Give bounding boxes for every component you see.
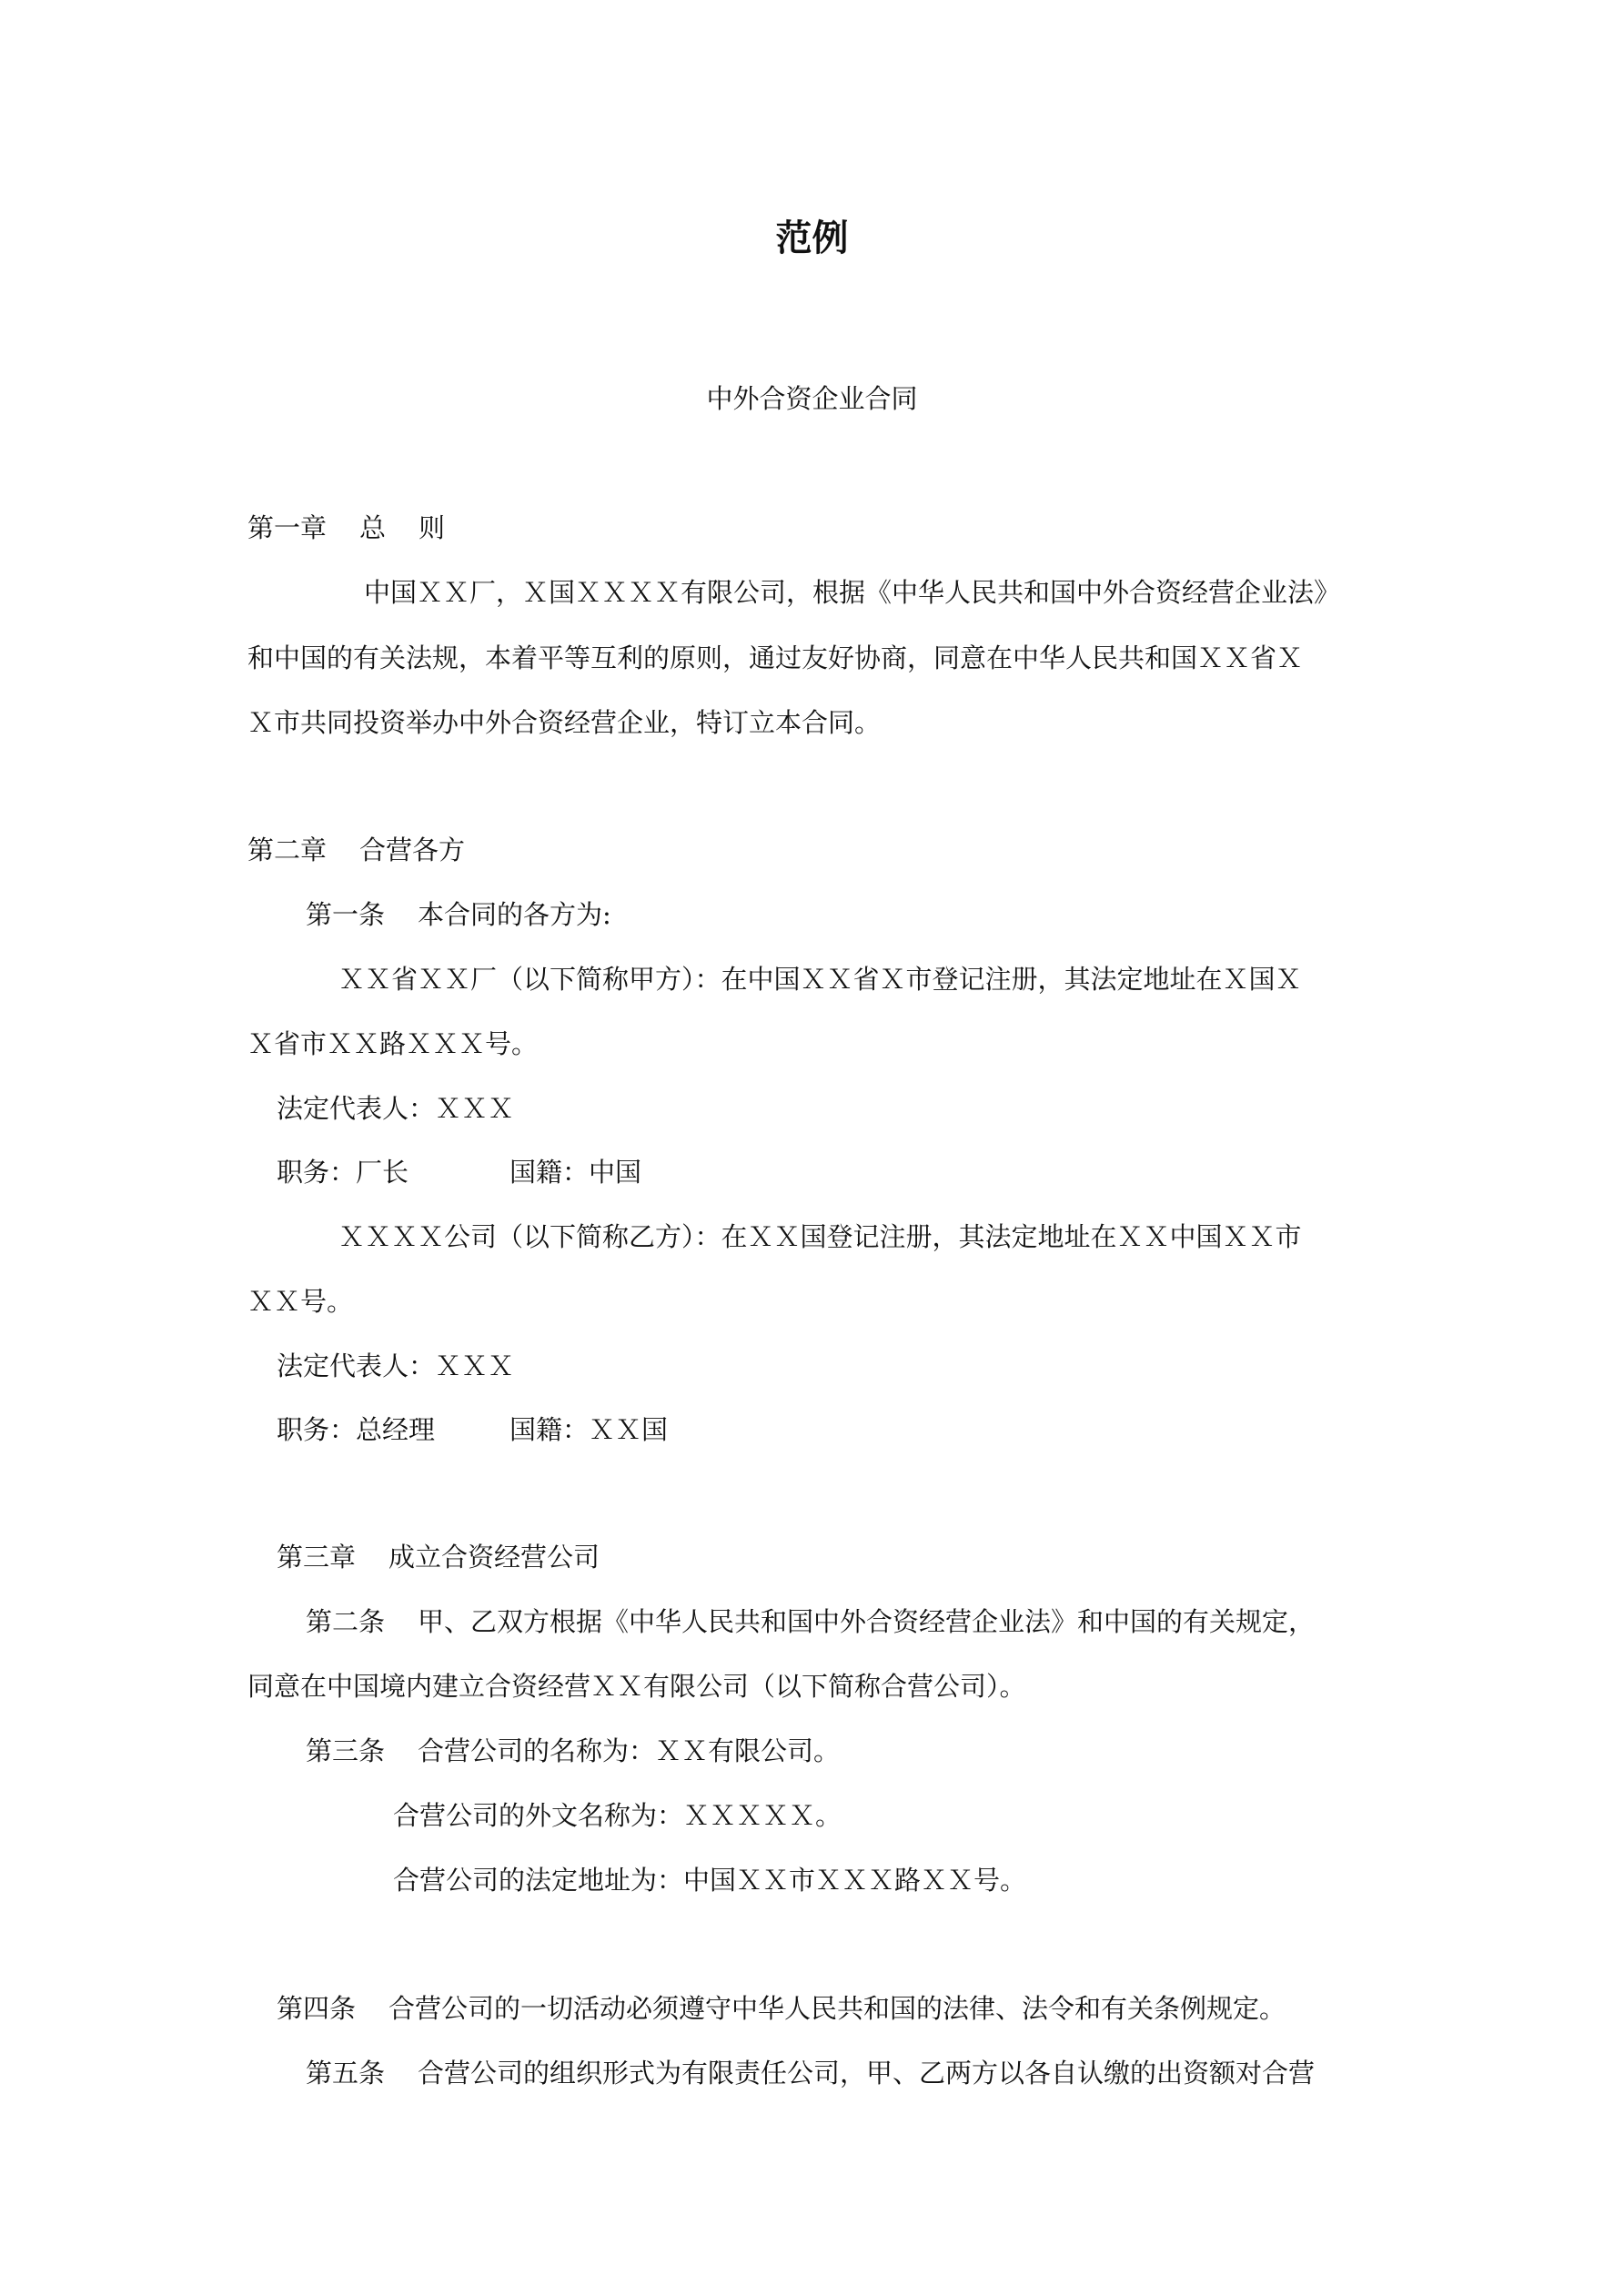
article-4 — [277, 1992, 1286, 2025]
chapter-3-name: 成立合资经营公司 — [388, 1542, 600, 1573]
chapter-2-number: 第二章 — [247, 834, 328, 865]
party-a-nationality: 国籍：中国 — [509, 1157, 642, 1188]
article-1 — [306, 898, 611, 931]
party-b-line-1: ＸＸＸＸ公司（以下简称乙方）：在ＸＸ国登记注册，其法定地址在ＸＸ中国ＸＸ市 — [338, 1221, 1302, 1252]
article-1-text: 本合同的各方为: — [418, 899, 611, 930]
chapter-3-heading — [277, 1541, 600, 1573]
chapter-3-number: 第三章 — [277, 1542, 357, 1573]
article-5-text: 合营公司的组织形式为有限责任公司，甲、乙两方以各自认缴的出资额对合营 — [418, 2058, 1316, 2089]
party-b-representative: 法定代表人：ＸＸＸ — [277, 1350, 515, 1381]
chapter-2-name: 合营各方 — [359, 834, 466, 865]
article-2-text: 甲、乙双方根据《中华人民共和国中外合资经营企业法》和中国的有关规定， — [418, 1606, 1316, 1637]
party-b-nationality: 国籍：ＸＸ国 — [509, 1414, 669, 1445]
article-4-text: 合营公司的一切活动必须遵守中华人民共和国的法律、法令和有关条例规定。 — [388, 1993, 1286, 2024]
article-4-number: 第四条 — [277, 1993, 357, 2024]
party-a-position: 职务：厂长 — [277, 1157, 409, 1188]
article-3-line-3: 合营公司的法定地址为：中国ＸＸ市ＸＸＸ路ＸＸ号。 — [393, 1865, 1027, 1896]
party-a-representative: 法定代表人：ＸＸＸ — [277, 1093, 515, 1124]
party-b-position: 职务：总经理 — [277, 1414, 436, 1445]
article-5 — [306, 2057, 1315, 2089]
preamble-line-2: 和中国的有关法规，本着平等互利的原则，通过友好协商，同意在中华人民共和国ＸＸ省Ｘ — [247, 642, 1304, 673]
article-3-number: 第三条 — [306, 1735, 386, 1766]
chapter-2-heading — [247, 834, 465, 866]
article-1-number: 第一条 — [306, 899, 386, 930]
chapter-1-name-2: 则 — [419, 512, 446, 543]
preamble-line-3: Ｘ市共同投资举办中外合资经营企业，特订立本合同。 — [247, 707, 882, 738]
party-b-line-2: ＸＸ号。 — [247, 1286, 354, 1317]
chapter-1-name: 总 — [359, 512, 387, 543]
article-5-number: 第五条 — [306, 2058, 386, 2089]
preamble-line-1: 中国ＸＸ厂，Ｘ国ＸＸＸＸ有限公司，根据《中华人民共和国中外合资经营企业法》 — [364, 577, 1341, 608]
article-2-line-2: 同意在中国境内建立合资经营ＸＸ有限公司（以下简称合营公司）。 — [247, 1671, 1026, 1702]
article-3-text: 合营公司的名称为：ＸＸ有限公司。 — [418, 1735, 841, 1766]
article-2-line-1 — [306, 1605, 1315, 1638]
party-a-line-2: Ｘ省市ＸＸ路ＸＸＸ号。 — [247, 1028, 539, 1059]
party-b-position-row — [277, 1413, 668, 1446]
article-2-number: 第二条 — [306, 1606, 386, 1637]
party-a-position-row — [277, 1156, 641, 1188]
chapter-1-heading — [247, 511, 445, 544]
party-a-line-1: ＸＸ省ＸＸ厂（以下简称甲方）：在中国ＸＸ省Ｘ市登记注册，其法定地址在Ｘ国Ｘ — [338, 964, 1302, 995]
contract-title: 中外合资企业合同 — [706, 383, 918, 414]
chapter-1-number: 第一章 — [247, 512, 328, 543]
article-3-line-1 — [306, 1735, 840, 1767]
article-3-line-2: 合营公司的外文名称为：ＸＸＸＸＸ。 — [393, 1800, 842, 1831]
page-title: 范例 — [775, 217, 849, 259]
